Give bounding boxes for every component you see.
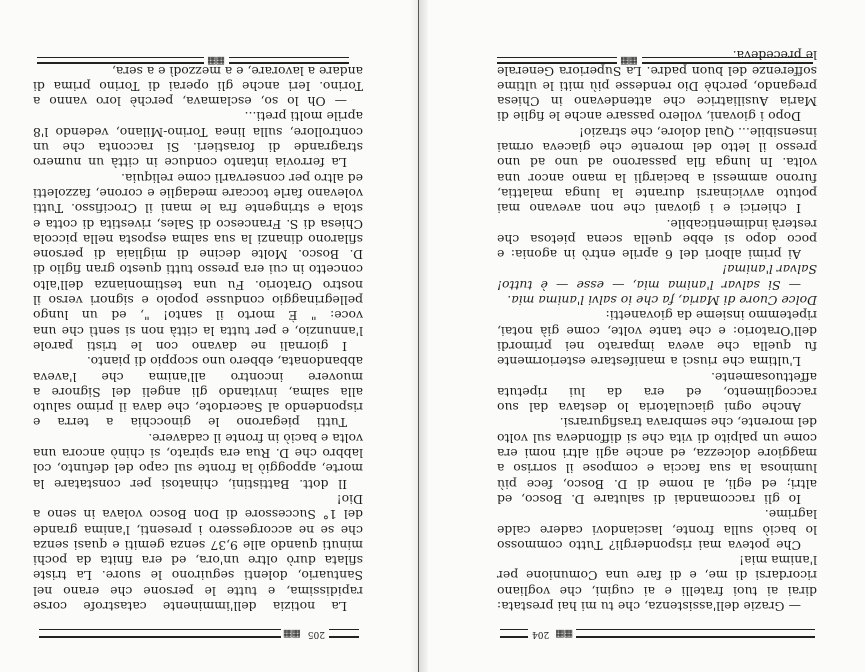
footer-rule-right (497, 58, 617, 65)
paragraph: Tutti piegarono le ginocchia a terra e rispondendo al Sacerdote, che dava il primo saluto alla salma, invitando gli angeli del Signore a muovere incontro all'anima che l'aveva abbandonata, ebbero uno scoppio di pianto. (33, 354, 363, 431)
paragraph: Il dott. Battistini, chinatosi per constatare la morte, appoggiò la fronte sul capo del defunto, col labbro che D. Rua era spirato, si chinò ancora una volta e baciò in fronte il cadavere. (33, 430, 363, 492)
italic-prayer-text: Dolce Cuore di Maria, fa che io salvi l'anima mia. (507, 293, 817, 309)
page-footer (497, 53, 813, 69)
page-header (39, 626, 359, 642)
italic-prayer (497, 293, 817, 308)
page-footer (37, 53, 349, 69)
header-rule-right (500, 630, 528, 639)
paragraph: — Oh lo so, esclamava, perchè loro vanno a Torino. Ieri anche gli operai di Torino prima di andare a lavorare, e a mezzodì e a sera, (33, 63, 363, 110)
footer-rule-left (642, 58, 813, 65)
page-number: 204 (532, 629, 550, 639)
header-rule-right (39, 630, 281, 639)
paragraph: L'ultima che riuscì a manifestare esteriormente fu quella che aveva imparato nei primordi dell'Oratorio: e che tante volte, come già notai, ripetemmo insieme da giovanetti: (497, 308, 817, 370)
paragraph: I chierici e i giovani che non avevano mai potuto avvicinarsi durante la lunga malattia, furono ammessi a baciargli la mano ancor una volta. In lunga fila passarono ad uno ad uno presso il letto del morente che giaceva ormai insensibile... Qual dolore, che strazio! (497, 124, 817, 217)
paragraph: Anche ogni giaculatoria lo destava dal suo raccoglimento, ed era da lui ripetuta affettuosamente. (497, 369, 817, 416)
header-ornament-icon: ▦▦ (283, 628, 301, 640)
page-205 (0, 0, 419, 672)
page-header (500, 626, 815, 642)
paragraph: Ai primi albori del 6 aprile entrò in agonia: e poco dopo si ebbe quella scena pietosa che resterà indimenticabile. (497, 216, 817, 263)
paragraph: I giornali ne davano con le tristi parole l'annunzio, e per tutta la città non si sentì che una voce: " È morto il santo! ", ed un lungo pellegrinaggio condusse popolo e signori verso il nostro Oratorio. Fu una testimonianza dell'alto concetto in cui era presso tutti questo gran figlio di D. Bosco. Molte decine di migliaia di persone sfilarono dinanzi la sua salma esposta nella piccola Chiesa di S. Francesco di Sales, rivestita di cotta e stola e stringente fra le mani il Crocifisso. Tutti volevano farle toccare medaglie e corone, fazzoletti ed altro per conservarli come reliquia. (33, 170, 363, 354)
header-rule-left (576, 630, 815, 639)
header-rule-left (329, 630, 359, 639)
paragraph: Io gli raccomandai di salutare D. Bosco, ed altri; ed egli, al nome di D. Bosco, fece più luminosa la sua faccia e compose il sorriso a maggiore dolcezza, ed anche agli altri nomi era come un palpito di vita che si diffondeva sul volto del morente, che sembrava trasfigurarsi. (497, 415, 817, 507)
footer-rule-right (37, 58, 204, 65)
header-ornament-icon: ▦▦ (556, 628, 574, 640)
italic-prayer (497, 262, 817, 293)
paragraph: Dopo i giovani, vollero passare anche le figlie di Maria Ausiliatrice che attendevano in Chiesa pregando, perchè Dio rendesse più miti le ultime sofferenze del buon padre. La Superiora Generale le precedeva. (497, 48, 817, 125)
footer-rule-left (229, 58, 349, 65)
footer-ornament-icon: ▦▦ (621, 55, 638, 67)
page-body (33, 63, 363, 614)
footer-ornament-icon: ▦▦ (208, 55, 225, 67)
paragraph: — Grazie dell'assistenza, che tu mi hai prestata: dirai ai tuoi fratelli e ai cugini, che vogliano ricordarsi di me, e di fare una Comunione per l'anima mia! (497, 553, 817, 614)
page-number: 205 (307, 629, 325, 639)
paragraph: La notizia dell'imminente catastrofe corse rapidissima, e tutte le persone che erano nel Santuario, dolenti seguirono le suore. La triste sfilata durò oltre un'ora, ed era finita da pochi minuti quando alle 9,37 senza gemiti e quasi senza che se ne accorgessero i presenti, l'anima grande del 1° Successore di Don Bosco volava in seno a Dio! (33, 491, 363, 614)
page-204 (419, 0, 865, 672)
paragraph: La ferrovia intanto conduce in città un numero stragrande di forastieri. Si racconta che un controllore, sulla linea Torino-Milano, vedendo l'8 aprile molti preti... (33, 109, 363, 171)
paragraph: Che poteva mai rispondergli? Tutto commosso lo baciò sulla fronte, lasciandovi cadere calde lagrime. (497, 507, 817, 553)
italic-prayer-text: — Si salvar l'anima mia, — esse — è tutto! Salvar l'anima! (497, 262, 817, 293)
page-body (497, 48, 817, 614)
